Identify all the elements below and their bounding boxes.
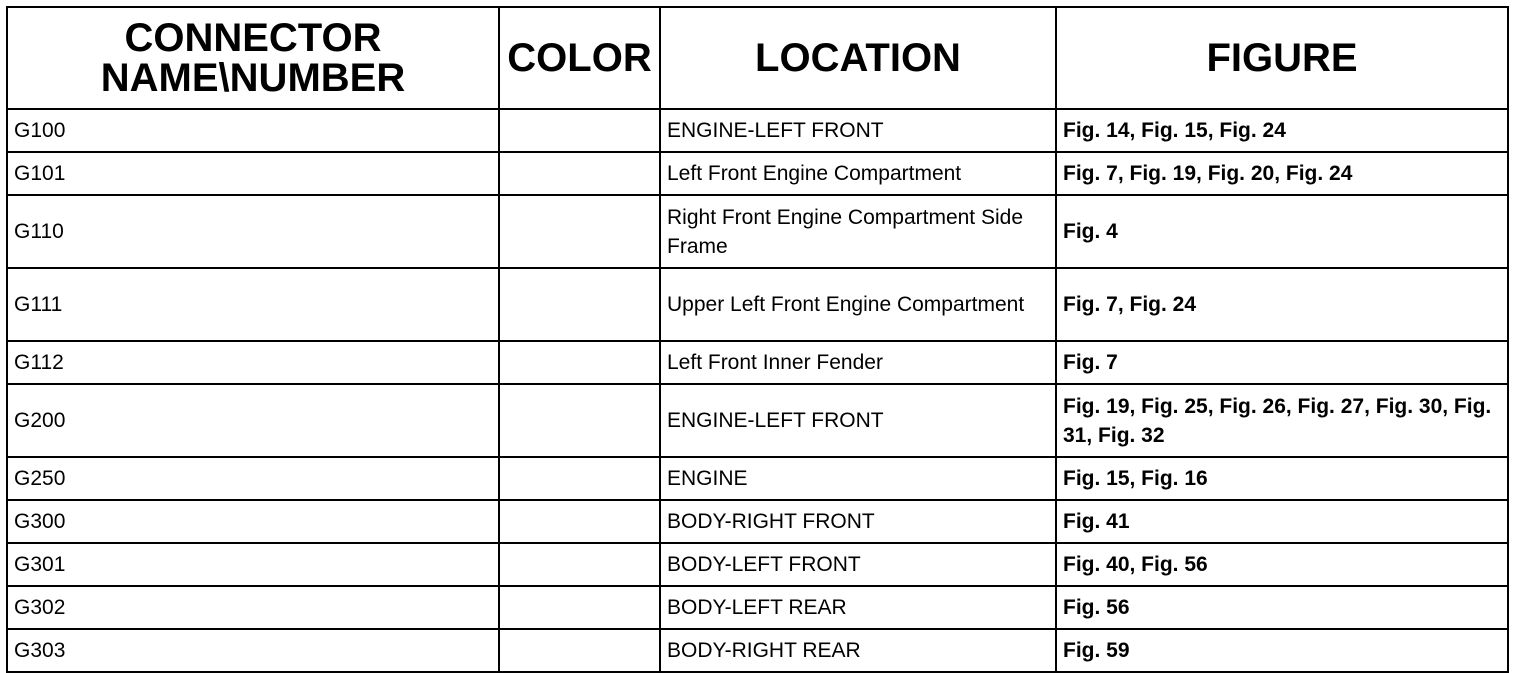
figure-cell: Fig. 7, Fig. 19, Fig. 20, Fig. 24 <box>1056 152 1508 195</box>
color-cell <box>499 195 660 268</box>
color-cell <box>499 384 660 457</box>
color-cell <box>499 268 660 341</box>
location-cell: BODY-RIGHT REAR <box>660 629 1056 672</box>
connector-cell: G302 <box>7 586 499 629</box>
color-cell <box>499 457 660 500</box>
location-cell: BODY-LEFT FRONT <box>660 543 1056 586</box>
location-cell: BODY-LEFT REAR <box>660 586 1056 629</box>
connector-cell: G110 <box>7 195 499 268</box>
figure-cell: Fig. 56 <box>1056 586 1508 629</box>
connector-table <box>6 6 1509 673</box>
color-cell <box>499 629 660 672</box>
table-row <box>7 341 1508 384</box>
figure-cell: Fig. 7, Fig. 24 <box>1056 268 1508 341</box>
color-cell <box>499 500 660 543</box>
location-cell: ENGINE <box>660 457 1056 500</box>
connector-cell: G200 <box>7 384 499 457</box>
table-row <box>7 629 1508 672</box>
table-row <box>7 500 1508 543</box>
location-cell: Right Front Engine Compartment Side Frame <box>660 195 1056 268</box>
location-cell: Left Front Inner Fender <box>660 341 1056 384</box>
color-cell <box>499 341 660 384</box>
header-figure: FIGURE <box>1056 7 1508 109</box>
location-cell: BODY-RIGHT FRONT <box>660 500 1056 543</box>
figure-cell: Fig. 59 <box>1056 629 1508 672</box>
header-connector: CONNECTOR NAME\NUMBER <box>7 7 499 109</box>
location-cell: Upper Left Front Engine Compartment <box>660 268 1056 341</box>
figure-cell: Fig. 41 <box>1056 500 1508 543</box>
connector-cell: G301 <box>7 543 499 586</box>
color-cell <box>499 543 660 586</box>
table-row <box>7 384 1508 457</box>
table-row <box>7 109 1508 152</box>
connector-cell: G112 <box>7 341 499 384</box>
location-cell: ENGINE-LEFT FRONT <box>660 109 1056 152</box>
connector-cell: G101 <box>7 152 499 195</box>
figure-cell: Fig. 40, Fig. 56 <box>1056 543 1508 586</box>
table-row <box>7 586 1508 629</box>
color-cell <box>499 152 660 195</box>
figure-cell: Fig. 15, Fig. 16 <box>1056 457 1508 500</box>
header-row <box>7 7 1508 109</box>
table-row <box>7 152 1508 195</box>
table-row <box>7 457 1508 500</box>
color-cell <box>499 109 660 152</box>
figure-cell: Fig. 4 <box>1056 195 1508 268</box>
connector-cell: G300 <box>7 500 499 543</box>
figure-cell: Fig. 14, Fig. 15, Fig. 24 <box>1056 109 1508 152</box>
connector-cell: G100 <box>7 109 499 152</box>
table-row <box>7 543 1508 586</box>
header-color: COLOR <box>499 7 660 109</box>
location-cell: ENGINE-LEFT FRONT <box>660 384 1056 457</box>
connector-cell: G250 <box>7 457 499 500</box>
figure-cell: Fig. 19, Fig. 25, Fig. 26, Fig. 27, Fig. 30, Fig. 31, Fig. 32 <box>1056 384 1508 457</box>
table-row <box>7 195 1508 268</box>
figure-cell: Fig. 7 <box>1056 341 1508 384</box>
location-cell: Left Front Engine Compartment <box>660 152 1056 195</box>
connector-cell: G111 <box>7 268 499 341</box>
color-cell <box>499 586 660 629</box>
table-row <box>7 268 1508 341</box>
header-location: LOCATION <box>660 7 1056 109</box>
connector-cell: G303 <box>7 629 499 672</box>
